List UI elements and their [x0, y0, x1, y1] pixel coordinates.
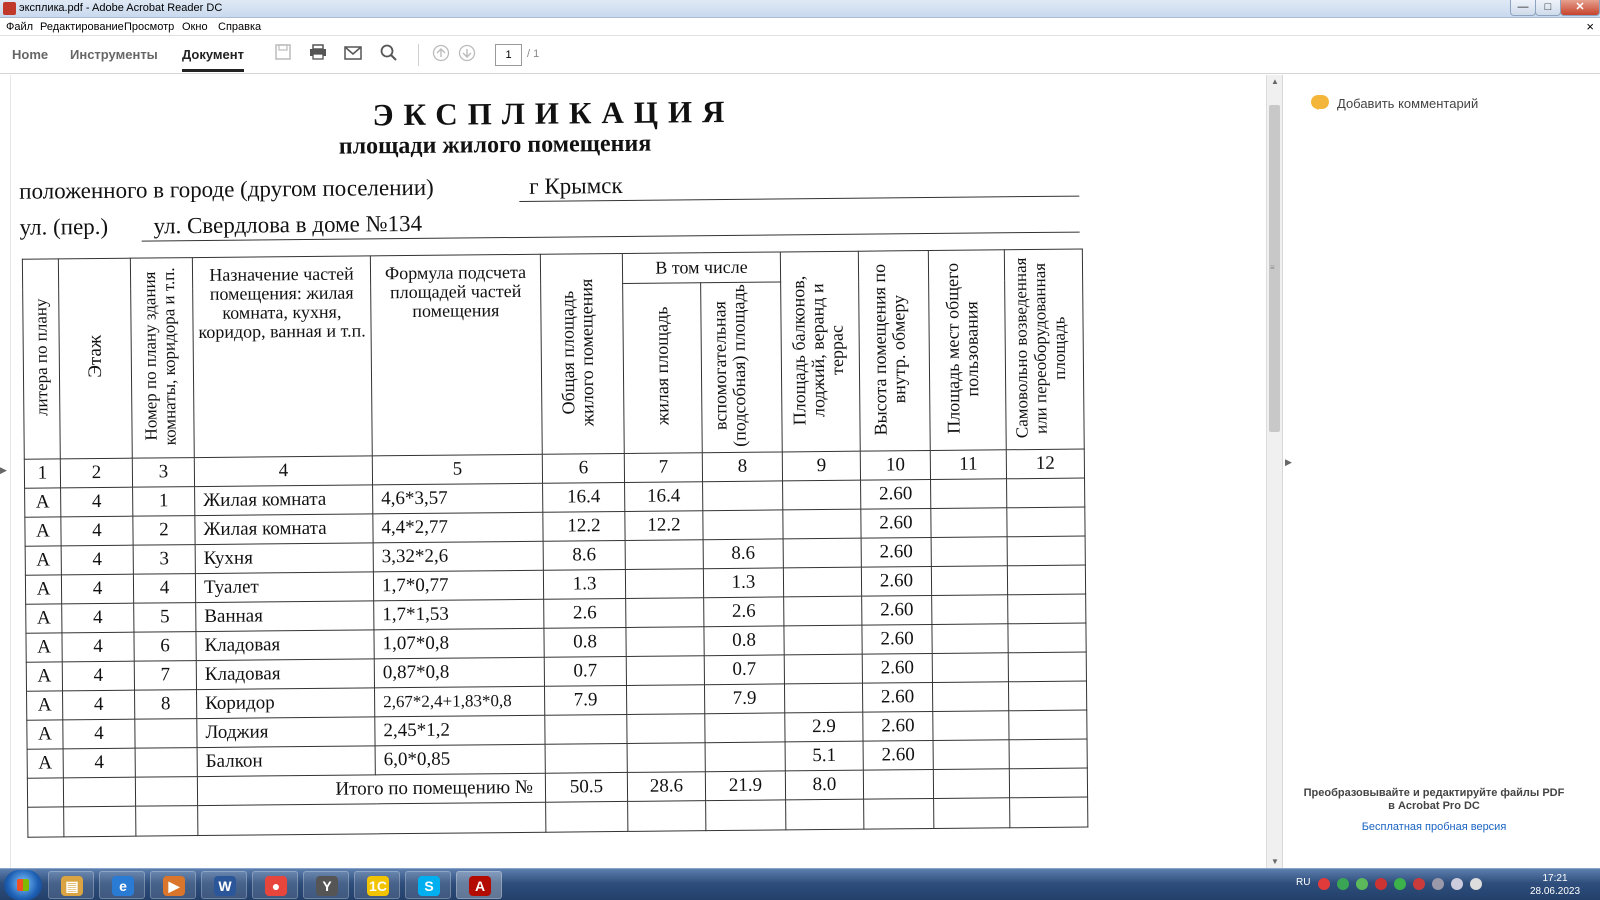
header-col12: Самовольно возведенная или переоборудованная площадь — [1004, 249, 1084, 450]
header-col2: Этаж — [58, 258, 132, 459]
clock-time: 17:21 — [1542, 873, 1568, 884]
row-common — [932, 653, 1008, 683]
row-name: Кладовая — [196, 630, 374, 661]
page-total: / 1 — [527, 48, 540, 60]
row-common — [931, 508, 1007, 538]
row-litera: А — [26, 633, 62, 662]
row-name: Лоджия — [197, 717, 375, 748]
row-formula: 3,32*2,6 — [373, 541, 543, 572]
row-number: 3 — [133, 545, 195, 575]
row-formula: 1,07*0,8 — [374, 628, 544, 659]
windows-icon — [17, 879, 29, 891]
row-living: 12.2 — [625, 511, 703, 541]
row-number: 6 — [134, 632, 196, 662]
totals-total: 50.5 — [545, 772, 627, 802]
row-aux — [703, 510, 783, 540]
row-height: 2.60 — [862, 596, 932, 626]
row-unauthorized — [1007, 478, 1085, 508]
row-aux — [705, 713, 785, 743]
row-common — [932, 595, 1008, 625]
row-aux: 1.3 — [703, 568, 783, 598]
row-balcony: 5.1 — [785, 741, 863, 771]
row-formula: 0,87*0,8 — [374, 657, 544, 688]
location-value: г Крымск — [529, 172, 623, 199]
row-height: 2.60 — [861, 480, 931, 510]
taskbar — [0, 868, 1600, 900]
grip-icon: ≡ — [1270, 263, 1275, 272]
row-living — [626, 598, 704, 628]
scroll-down-icon[interactable]: ▼ — [1271, 857, 1279, 866]
row-floor: 4 — [62, 632, 134, 662]
tab-home[interactable]: Home — [12, 47, 49, 62]
row-aux — [703, 481, 783, 511]
row-floor: 4 — [61, 545, 133, 575]
row-number: 8 — [135, 690, 197, 720]
row-floor: 4 — [62, 603, 134, 633]
row-balcony — [783, 480, 861, 510]
row-total: 2.6 — [544, 598, 626, 628]
header-group: В том числе — [622, 252, 780, 284]
close-window-button[interactable]: ✕ — [1560, 0, 1600, 16]
row-formula: 4,4*2,77 — [373, 512, 543, 543]
menu-view[interactable]: Просмотр — [124, 21, 175, 33]
media-player-icon: ▶ — [163, 876, 185, 896]
row-total: 0.7 — [544, 656, 626, 686]
row-unauthorized — [1008, 594, 1086, 624]
table-body — [25, 478, 1088, 778]
totals-label: Итого по помещению № — [197, 773, 545, 805]
row-formula: 4,6*3,57 — [373, 483, 543, 514]
row-aux: 2.6 — [704, 597, 784, 627]
title-bar — [0, 0, 1600, 18]
row-total: 16.4 — [543, 482, 625, 512]
previous-page-icon[interactable] — [430, 44, 452, 66]
toolbar — [0, 36, 1600, 74]
row-formula: 1,7*0,77 — [373, 570, 543, 601]
row-floor: 4 — [61, 487, 133, 517]
maximize-button[interactable]: □ — [1535, 0, 1561, 16]
yandex-icon: Y — [316, 876, 338, 896]
header-col7: жилая площадь — [623, 283, 703, 454]
row-living — [627, 714, 705, 744]
row-litera: А — [27, 749, 63, 778]
row-unauthorized — [1008, 623, 1086, 653]
toolbar-separator — [418, 44, 419, 66]
row-litera: А — [27, 720, 63, 749]
row-balcony — [784, 625, 862, 655]
row-unauthorized — [1007, 536, 1085, 566]
row-balcony — [783, 538, 861, 568]
row-common — [932, 682, 1008, 712]
row-number: 2 — [133, 516, 195, 546]
row-aux: 7.9 — [704, 684, 784, 714]
pdf-page — [10, 75, 1240, 868]
row-living — [626, 685, 704, 715]
scanned-document — [10, 75, 1240, 868]
word-icon: W — [214, 876, 236, 896]
location-label: положенного в городе (другом поселении) — [19, 174, 434, 204]
row-floor: 4 — [61, 574, 133, 604]
next-page-icon[interactable] — [456, 44, 478, 66]
taskbar-yandex-button[interactable] — [303, 871, 349, 899]
menu-file[interactable]: Файл — [6, 21, 34, 33]
menu-help[interactable]: Справка — [218, 21, 262, 33]
row-balcony — [784, 596, 862, 626]
row-litera: А — [27, 691, 63, 720]
row-formula: 1,7*1,53 — [374, 599, 544, 630]
taskbar-acrobat-button[interactable] — [456, 871, 502, 899]
row-living: 16.4 — [625, 482, 703, 512]
row-unauthorized — [1009, 710, 1087, 740]
header-col8: вспомогательная (подсобная) площадь — [701, 282, 783, 453]
taskbar-media-player-button[interactable] — [150, 871, 196, 899]
row-living — [625, 540, 703, 570]
clock-date: 28.06.2023 — [1529, 886, 1581, 897]
print-icon[interactable] — [307, 44, 329, 66]
header-col6: Общая площадь жилого помещения — [540, 253, 624, 454]
collapse-pane-arrow-icon[interactable]: ▶ — [1285, 457, 1292, 467]
minimize-button[interactable]: — — [1510, 0, 1536, 16]
row-common — [932, 624, 1008, 654]
header-col4: Назначение частей помещения: жилая комната, кухня, коридор, ванная и т.п. — [192, 256, 372, 458]
taskbar-ie-button[interactable] — [99, 871, 145, 899]
1c-icon: 1С — [367, 876, 389, 896]
vertical-scrollbar[interactable] — [1266, 75, 1282, 868]
header-col5: Формула подсчета площадей частей помещения — [370, 254, 542, 456]
row-living — [625, 569, 703, 599]
row-name: Кухня — [195, 543, 373, 574]
row-balcony — [783, 567, 861, 597]
ie-icon: e — [112, 876, 134, 896]
row-total: 8.6 — [543, 540, 625, 570]
taskbar-word-button[interactable] — [201, 871, 247, 899]
add-comment-link[interactable]: Добавить комментарий — [1337, 96, 1479, 111]
email-icon[interactable] — [342, 44, 364, 66]
row-number: 1 — [133, 487, 195, 517]
save-icon[interactable] — [272, 44, 294, 66]
right-pane — [1282, 75, 1600, 868]
skype-icon: S — [418, 876, 440, 896]
row-height: 2.60 — [862, 654, 932, 684]
totals-balcony: 8.0 — [785, 770, 863, 800]
row-name: Ванная — [196, 601, 374, 632]
close-document-icon[interactable]: × — [1586, 19, 1594, 34]
row-litera: А — [25, 546, 61, 575]
taskbar-1c-button[interactable] — [354, 871, 400, 899]
acrobat-icon: A — [469, 876, 491, 896]
row-unauthorized — [1008, 652, 1086, 682]
search-icon[interactable] — [377, 44, 399, 66]
left-panel-arrow-icon[interactable]: ▶ — [0, 465, 7, 475]
row-floor: 4 — [61, 516, 133, 546]
totals-aux: 21.9 — [705, 771, 785, 801]
comment-icon[interactable] — [1311, 95, 1329, 109]
row-name: Балкон — [197, 746, 375, 777]
taskbar-chrome-button[interactable] — [252, 871, 298, 899]
row-total — [545, 714, 627, 744]
row-number: 5 — [134, 603, 196, 633]
row-total: 7.9 — [544, 685, 626, 715]
menu-bar — [0, 18, 1600, 36]
row-balcony — [784, 683, 862, 713]
header-col1: литера по плану — [22, 259, 60, 459]
row-formula: 2,45*1,2 — [375, 715, 545, 746]
row-name: Коридор — [197, 688, 375, 719]
system-tray[interactable] — [1318, 877, 1498, 893]
row-height: 2.60 — [861, 509, 931, 539]
row-litera: А — [26, 604, 62, 633]
document-viewport[interactable] — [0, 75, 1282, 868]
row-floor: 4 — [62, 661, 134, 691]
row-floor: 4 — [63, 748, 135, 778]
row-number: 7 — [134, 661, 196, 691]
row-common — [931, 537, 1007, 567]
taskbar-skype-button[interactable] — [405, 871, 451, 899]
header-col9: Площадь балконов, лоджий, веранд и террас — [780, 251, 860, 452]
row-height: 2.60 — [863, 712, 933, 742]
row-name: Жилая комната — [195, 485, 373, 516]
document-title: ЭКСПЛИКАЦИЯ — [372, 93, 735, 133]
header-col11: Площадь мест общего пользования — [928, 250, 1006, 451]
free-trial-link[interactable]: Бесплатная пробная версия — [1361, 821, 1507, 833]
start-button[interactable] — [4, 870, 42, 900]
menu-edit[interactable]: Редактирование — [40, 21, 124, 33]
acrobat-icon — [3, 2, 16, 15]
row-number — [135, 719, 197, 749]
row-unauthorized — [1008, 681, 1086, 711]
explication-table — [22, 249, 1089, 838]
street-line — [19, 205, 1079, 241]
row-common — [933, 740, 1009, 770]
row-living — [626, 627, 704, 657]
row-floor: 4 — [63, 719, 135, 749]
page-number-input[interactable]: 1 — [495, 44, 522, 66]
row-name: Жилая комната — [195, 514, 373, 545]
street-value: ул. Свердлова в доме №134 — [153, 210, 423, 239]
row-total: 1.3 — [543, 569, 625, 599]
street-label: ул. (пер.) — [19, 213, 109, 240]
language-indicator[interactable]: RU — [1296, 877, 1311, 888]
row-aux — [705, 742, 785, 772]
row-formula: 2,67*2,4+1,83*0,8 — [375, 686, 545, 717]
scroll-up-icon[interactable]: ▲ — [1271, 77, 1279, 86]
row-height: 2.60 — [862, 683, 932, 713]
totals-living: 28.6 — [627, 772, 705, 802]
row-aux: 8.6 — [703, 539, 783, 569]
explorer-icon: ▤ — [61, 876, 83, 896]
clock[interactable] — [1514, 872, 1596, 898]
chrome-icon: ● — [265, 876, 287, 896]
promo-text: Преобразовывайте и редактируйте файлы PDF в Acrobat Pro DC — [1303, 787, 1565, 812]
row-name: Туалет — [195, 572, 373, 603]
column-numbers-row: 1 2 3 4 5 6 7 8 9 10 11 12 — [24, 449, 1084, 488]
row-total: 0.8 — [544, 627, 626, 657]
row-total: 12.2 — [543, 511, 625, 541]
row-living — [627, 743, 705, 773]
row-height: 2.60 — [863, 741, 933, 771]
row-number: 4 — [133, 574, 195, 604]
window-title: экспликa.pdf - Adobe Acrobat Reader DC — [19, 2, 223, 14]
header-col10: Высота помещения по внутр. обмеру — [858, 251, 930, 452]
row-balcony — [783, 509, 861, 539]
row-unauthorized — [1007, 507, 1085, 537]
row-balcony: 2.9 — [785, 712, 863, 742]
row-aux: 0.8 — [704, 626, 784, 656]
header-col3: Номер по плану здания комнаты, коридора и т.п. — [130, 258, 194, 459]
row-common — [931, 479, 1007, 509]
row-floor: 4 — [63, 690, 135, 720]
row-name: Кладовая — [196, 659, 374, 690]
row-common — [931, 566, 1007, 596]
row-formula: 6,0*0,85 — [375, 744, 545, 775]
row-total — [545, 743, 627, 773]
row-balcony — [784, 654, 862, 684]
row-common — [933, 711, 1009, 741]
row-litera: А — [25, 575, 61, 604]
row-unauthorized — [1007, 565, 1085, 595]
row-height: 2.60 — [861, 538, 931, 568]
tab-document[interactable]: Документ — [182, 47, 244, 62]
menu-window[interactable]: Окно — [182, 21, 208, 33]
row-living — [626, 656, 704, 686]
location-line — [19, 169, 1079, 205]
row-litera: А — [26, 662, 62, 691]
row-number — [135, 748, 197, 778]
row-litera: А — [25, 488, 61, 517]
row-aux: 0.7 — [704, 655, 784, 685]
row-height: 2.60 — [861, 567, 931, 597]
row-litera: А — [25, 517, 61, 546]
tab-tools[interactable]: Инструменты — [70, 47, 158, 62]
row-unauthorized — [1009, 739, 1087, 769]
document-subtitle: площади жилого помещения — [338, 130, 652, 160]
row-height: 2.60 — [862, 625, 932, 655]
taskbar-explorer-button[interactable] — [48, 871, 94, 899]
